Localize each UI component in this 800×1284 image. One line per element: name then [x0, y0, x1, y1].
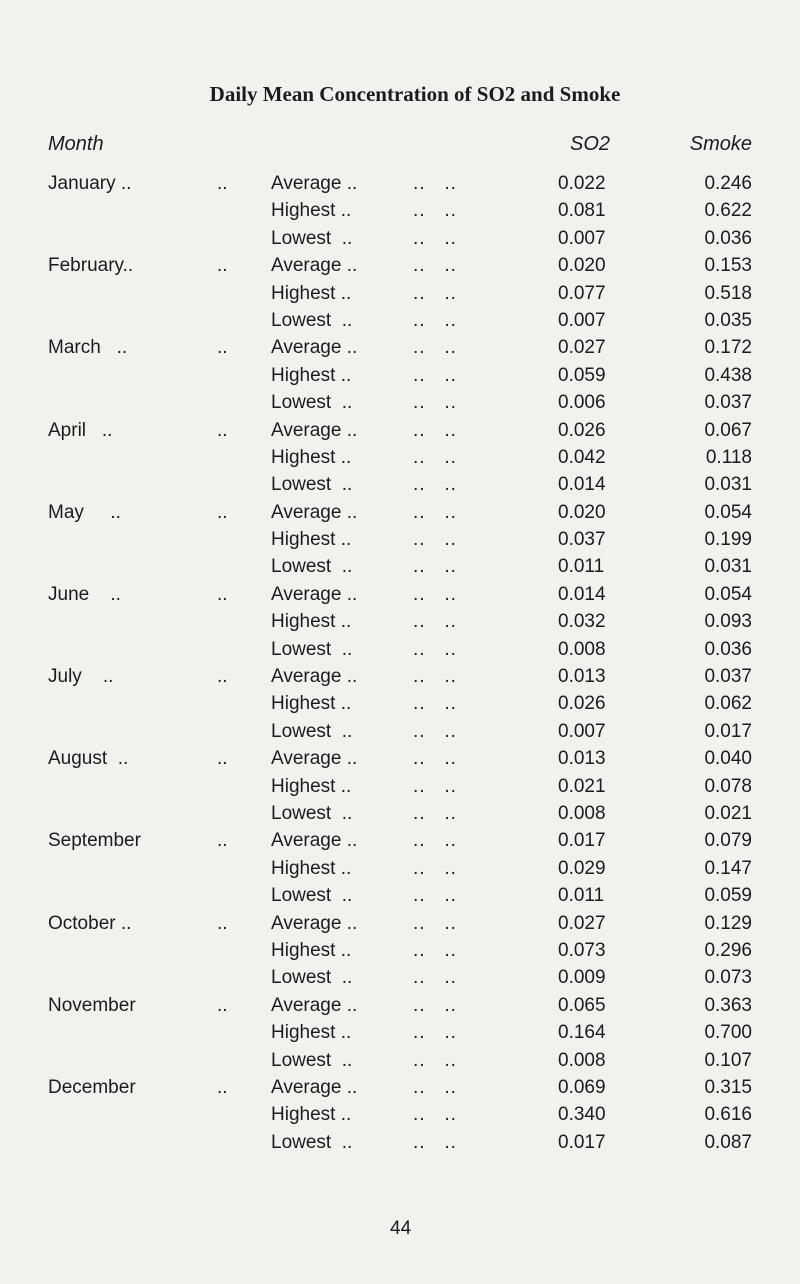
so2-value-cell: 0.006 — [558, 392, 606, 414]
smoke-value-cell: 0.622 — [704, 200, 752, 222]
smoke-value-cell: 0.040 — [704, 748, 752, 770]
smoke-value-cell: 0.172 — [704, 337, 752, 359]
smoke-value-cell: 0.296 — [704, 939, 752, 961]
smoke-value-cell: 0.616 — [704, 1104, 752, 1126]
statistic-cell: Lowest .. — [271, 474, 353, 496]
so2-value-cell: 0.081 — [558, 200, 606, 222]
statistic-cell: Average .. — [271, 1076, 358, 1098]
statistic-cell: Highest .. — [271, 1022, 352, 1044]
statistic-cell: Average .. — [271, 748, 358, 770]
smoke-value-cell: 0.246 — [704, 173, 752, 194]
table-row — [0, 745, 800, 772]
table-row — [0, 1129, 800, 1156]
leader-dots: .. .. — [413, 994, 457, 1016]
so2-value-cell: 0.013 — [558, 666, 606, 688]
statistic-cell: Average .. — [271, 501, 358, 523]
so2-value-cell: 0.029 — [558, 857, 606, 879]
table-row — [0, 225, 800, 252]
table-row — [0, 1101, 800, 1128]
table-row — [0, 663, 800, 690]
so2-value-cell: 0.032 — [558, 611, 606, 633]
statistic-cell: Average .. — [271, 912, 358, 934]
so2-value-cell: 0.007 — [558, 309, 606, 331]
so2-value-cell: 0.037 — [558, 529, 606, 551]
so2-value-cell: 0.069 — [558, 1076, 606, 1098]
so2-value-cell: 0.077 — [558, 282, 606, 304]
statistic-cell: Highest .. — [271, 857, 352, 879]
statistic-cell: Lowest .. — [271, 638, 353, 660]
table-row — [0, 471, 800, 498]
leader-dots: .. .. — [413, 775, 457, 797]
so2-value-cell: 0.042 — [558, 446, 606, 468]
leader-dots: .. .. — [413, 419, 457, 441]
leader-dots: .. — [217, 666, 228, 688]
table-row — [0, 1019, 800, 1046]
so2-value-cell: 0.021 — [558, 775, 606, 797]
leader-dots: .. .. — [413, 857, 457, 879]
table-row — [0, 718, 800, 745]
table-row — [0, 417, 800, 444]
so2-value-cell: 0.008 — [558, 1049, 606, 1071]
statistic-cell: Lowest .. — [271, 227, 353, 249]
leader-dots: .. .. — [413, 638, 457, 660]
so2-value-cell: 0.011 — [558, 556, 605, 578]
smoke-value-cell: 0.079 — [704, 830, 752, 852]
leader-dots: .. .. — [413, 501, 457, 523]
month-cell: August .. — [48, 748, 129, 770]
table-row — [0, 252, 800, 279]
leader-dots: .. — [217, 501, 228, 523]
page-title: Daily Mean Concentration of SO2 and Smoke — [209, 82, 621, 106]
table-row — [0, 526, 800, 553]
leader-dots: .. .. — [413, 967, 457, 989]
leader-dots: .. .. — [413, 912, 457, 934]
leader-dots: .. — [217, 1076, 228, 1098]
statistic-cell: Average .. — [271, 830, 358, 852]
so2-value-cell: 0.007 — [558, 720, 606, 742]
so2-value-cell: 0.011 — [558, 885, 605, 907]
statistic-cell: Highest .. — [271, 446, 352, 468]
table-row — [0, 499, 800, 526]
leader-dots: .. .. — [413, 255, 457, 277]
so2-value-cell: 0.008 — [558, 638, 606, 660]
smoke-value-cell: 0.363 — [704, 994, 752, 1016]
so2-value-cell: 0.027 — [558, 337, 606, 359]
statistic-cell: Average .. — [271, 419, 358, 441]
leader-dots: .. .. — [413, 885, 457, 907]
leader-dots: .. .. — [413, 748, 457, 770]
leader-dots: .. .. — [413, 802, 457, 824]
smoke-value-cell: 0.700 — [704, 1022, 752, 1044]
smoke-value-cell: 0.067 — [704, 419, 752, 441]
so2-value-cell: 0.013 — [558, 748, 606, 770]
statistic-cell: Highest .. — [271, 1104, 352, 1126]
leader-dots: .. .. — [413, 474, 457, 496]
smoke-value-cell: 0.059 — [704, 885, 752, 907]
table-row — [0, 197, 800, 224]
table-row — [0, 608, 800, 635]
smoke-value-cell: 0.021 — [704, 802, 752, 824]
header-smoke: Smoke — [689, 133, 752, 155]
statistic-cell: Highest .. — [271, 529, 352, 551]
so2-value-cell: 0.017 — [558, 1131, 606, 1153]
so2-value-cell: 0.009 — [558, 967, 606, 989]
table-row — [0, 280, 800, 307]
leader-dots: .. .. — [413, 309, 457, 331]
month-cell: May .. — [48, 501, 121, 523]
so2-value-cell: 0.026 — [558, 693, 606, 715]
table-row — [0, 581, 800, 608]
statistic-cell: Lowest .. — [271, 556, 353, 578]
month-cell: March .. — [48, 337, 128, 359]
table-row — [0, 882, 800, 909]
month-cell: January .. — [48, 173, 132, 194]
leader-dots: .. .. — [413, 337, 457, 359]
table-row — [0, 1047, 800, 1074]
so2-value-cell: 0.017 — [558, 830, 606, 852]
leader-dots: .. — [217, 337, 228, 359]
table-row — [0, 553, 800, 580]
leader-dots: .. — [217, 255, 228, 277]
leader-dots: .. .. — [413, 200, 457, 222]
leader-dots: .. .. — [413, 227, 457, 249]
leader-dots: .. .. — [413, 1104, 457, 1126]
statistic-cell: Highest .. — [271, 775, 352, 797]
smoke-value-cell: 0.054 — [704, 583, 752, 605]
statistic-cell: Lowest .. — [271, 309, 353, 331]
leader-dots: .. — [217, 173, 228, 194]
leader-dots: .. — [217, 748, 228, 770]
month-cell: April .. — [48, 419, 113, 441]
statistic-cell: Lowest .. — [271, 392, 353, 414]
so2-value-cell: 0.059 — [558, 364, 606, 386]
so2-value-cell: 0.022 — [558, 173, 606, 194]
leader-dots: .. .. — [413, 666, 457, 688]
leader-dots: .. .. — [413, 693, 457, 715]
smoke-value-cell: 0.017 — [704, 720, 752, 742]
statistic-cell: Average .. — [271, 994, 358, 1016]
smoke-value-cell: 0.087 — [704, 1131, 752, 1153]
so2-value-cell: 0.340 — [558, 1104, 606, 1126]
data-table — [0, 170, 800, 1156]
statistic-cell: Average .. — [271, 666, 358, 688]
smoke-value-cell: 0.315 — [704, 1076, 752, 1098]
table-row — [0, 690, 800, 717]
smoke-value-cell: 0.129 — [704, 912, 752, 934]
smoke-value-cell: 0.036 — [704, 227, 752, 249]
statistic-cell: Highest .. — [271, 200, 352, 222]
table-row — [0, 827, 800, 854]
table-row — [0, 362, 800, 389]
table-row — [0, 636, 800, 663]
table-row — [0, 937, 800, 964]
statistic-cell: Highest .. — [271, 282, 352, 304]
leader-dots: .. .. — [413, 583, 457, 605]
leader-dots: .. .. — [413, 364, 457, 386]
smoke-value-cell: 0.147 — [704, 857, 752, 879]
table-row — [0, 170, 800, 197]
statistic-cell: Lowest .. — [271, 1131, 353, 1153]
leader-dots: .. — [217, 830, 228, 852]
leader-dots: .. .. — [413, 720, 457, 742]
table-row — [0, 334, 800, 361]
smoke-value-cell: 0.062 — [704, 693, 752, 715]
smoke-value-cell: 0.107 — [704, 1049, 752, 1071]
leader-dots: .. .. — [413, 173, 457, 194]
statistic-cell: Lowest .. — [271, 967, 353, 989]
leader-dots: .. .. — [413, 282, 457, 304]
statistic-cell: Lowest .. — [271, 720, 353, 742]
month-cell: February.. — [48, 255, 134, 277]
statistic-cell: Lowest .. — [271, 802, 353, 824]
statistic-cell: Highest .. — [271, 693, 352, 715]
smoke-value-cell: 0.118 — [705, 446, 752, 468]
smoke-value-cell: 0.054 — [704, 501, 752, 523]
leader-dots: .. .. — [413, 1049, 457, 1071]
table-row — [0, 964, 800, 991]
leader-dots: .. — [217, 419, 228, 441]
month-cell: December — [48, 1076, 136, 1098]
smoke-value-cell: 0.078 — [704, 775, 752, 797]
smoke-value-cell: 0.199 — [704, 529, 752, 551]
smoke-value-cell: 0.037 — [704, 666, 752, 688]
so2-value-cell: 0.164 — [558, 1022, 606, 1044]
so2-value-cell: 0.020 — [558, 255, 606, 277]
so2-value-cell: 0.027 — [558, 912, 606, 934]
leader-dots: .. .. — [413, 556, 457, 578]
so2-value-cell: 0.020 — [558, 501, 606, 523]
so2-value-cell: 0.008 — [558, 802, 606, 824]
so2-value-cell: 0.065 — [558, 994, 606, 1016]
so2-value-cell: 0.014 — [558, 474, 606, 496]
leader-dots: .. .. — [413, 1076, 457, 1098]
smoke-value-cell: 0.035 — [704, 309, 752, 331]
smoke-value-cell: 0.093 — [704, 611, 752, 633]
leader-dots: .. .. — [413, 446, 457, 468]
table-row — [0, 992, 800, 1019]
so2-value-cell: 0.073 — [558, 939, 606, 961]
smoke-value-cell: 0.073 — [704, 967, 752, 989]
table-row — [0, 800, 800, 827]
statistic-cell: Average .. — [271, 255, 358, 277]
statistic-cell: Lowest .. — [271, 1049, 353, 1071]
smoke-value-cell: 0.518 — [704, 282, 752, 304]
smoke-value-cell: 0.153 — [704, 255, 752, 277]
smoke-value-cell: 0.037 — [704, 392, 752, 414]
so2-value-cell: 0.007 — [558, 227, 606, 249]
leader-dots: .. .. — [413, 611, 457, 633]
statistic-cell: Highest .. — [271, 364, 352, 386]
header-so2: SO2 — [569, 133, 611, 155]
month-cell: September — [48, 830, 141, 852]
table-row — [0, 389, 800, 416]
table-row — [0, 855, 800, 882]
header-month: Month — [48, 133, 104, 155]
month-cell: July .. — [48, 666, 114, 688]
table-row — [0, 444, 800, 471]
leader-dots: .. .. — [413, 392, 457, 414]
table-row — [0, 307, 800, 334]
statistic-cell: Highest .. — [271, 939, 352, 961]
so2-value-cell: 0.014 — [558, 583, 606, 605]
statistic-cell: Average .. — [271, 173, 358, 194]
statistic-cell: Lowest .. — [271, 885, 353, 907]
page-number: 44 — [390, 1218, 412, 1239]
table-row — [0, 910, 800, 937]
statistic-cell: Average .. — [271, 337, 358, 359]
leader-dots: .. — [217, 912, 228, 934]
statistic-cell: Highest .. — [271, 611, 352, 633]
statistic-cell: Average .. — [271, 583, 358, 605]
smoke-value-cell: 0.031 — [704, 474, 752, 496]
table-row — [0, 1074, 800, 1101]
month-cell: November — [48, 994, 136, 1016]
table-row — [0, 773, 800, 800]
so2-value-cell: 0.026 — [558, 419, 606, 441]
leader-dots: .. .. — [413, 939, 457, 961]
leader-dots: .. .. — [413, 529, 457, 551]
leader-dots: .. .. — [413, 1131, 457, 1153]
smoke-value-cell: 0.031 — [704, 556, 752, 578]
leader-dots: .. — [217, 583, 228, 605]
smoke-value-cell: 0.438 — [704, 364, 752, 386]
leader-dots: .. .. — [413, 1022, 457, 1044]
leader-dots: .. — [217, 994, 228, 1016]
smoke-value-cell: 0.036 — [704, 638, 752, 660]
month-cell: October .. — [48, 912, 132, 934]
month-cell: June .. — [48, 583, 121, 605]
leader-dots: .. .. — [413, 830, 457, 852]
